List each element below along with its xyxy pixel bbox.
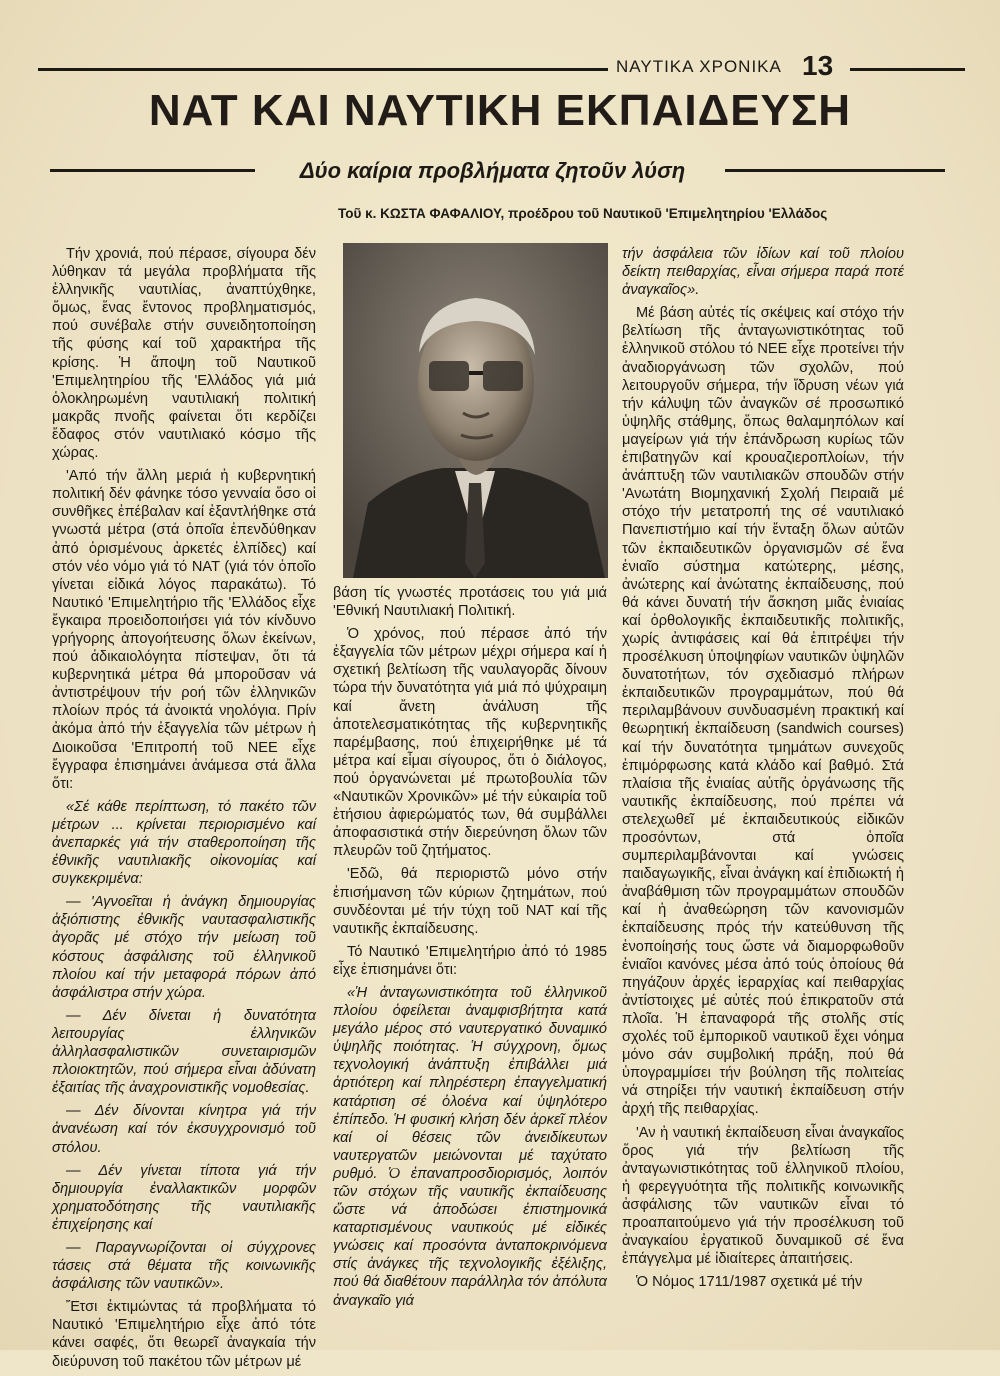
article-subtitle: Δύο καίρια προβλήματα ζητοῦν λύση: [299, 158, 686, 183]
quote-item: — Παραγνωρίζονται οἱ σύγχρονες τάσεις στά θέματα τῆς κοινωνικῆς ἀσφάλισης τῶν ναυτικῶν».: [52, 1239, 316, 1293]
quote-paragraph: τήν ἀσφάλεια τῶν ἰδίων καί τοῦ πλοίου δείκτη πειθαρχίας, εἶναι σήμερα παρά ποτέ ἀναγκαῖος».: [622, 246, 904, 299]
article-title: ΝΑΤ ΚΑΙ ΝΑΥΤΙΚΗ ΕΚΠΑΙΔΕΥΣΗ: [148, 86, 852, 135]
paragraph: Τήν χρονιά, πού πέρασε, σίγουρα δέν λύθηκαν τά μεγάλα προβλήματα τῆς ἑλληνικῆς ναυτιλίας, ἀναπτύχθηκε, ὅμως, ἕνας ἔντονος προβληματισμός, πού συνέβαλε στήν συνειδητοποίηση τῆς φύσης καί τοῦ χαρακτήρα τῆς κρίσης. Ἡ ἄποψη τοῦ Ναυτικοῦ 'Επιμελητηρίου τῆς 'Ελλάδος γιά μιά ὁλοκληρωμένη ναυτιλιακή πολιτική μακρᾶς πνοῆς φαίνεται ὅτι κερδίζει ἔδαφος στόν ναυτιλιακό κόσμο τῆς χώρας.: [52, 246, 316, 462]
paragraph: Ὁ Νόμος 1711/1987 σχετικά μέ τήν: [636, 1274, 863, 1291]
subtitle-row: [50, 158, 950, 188]
author-photo: [343, 243, 608, 578]
paragraph: Ὁ χρόνος, πού πέρασε ἀπό τήν ἐξαγγελία τῶν μέτρων μέχρι σήμερα καί ἡ σχετική βελτίωση τῆς ναυλαγορᾶς δίνουν τώρα τήν δυνατότητα γιά μιά πό ψύχραιμη καί ἄνετη ἀνάλυση τῆς ἀποτελεσματικότητας τῆς κυβερνητικῆς παρέμβασης, πού ἐπιχειρήθηκε μέ τά μέτρα καί εἶμαι σίγουρος, ὅτι ὁ διάλογος, πού ὀργανώνεται μέ πρωτοβουλία τῶν «Ναυτικῶν Χρονικῶν» μέ τήν εὐκαιρία τοῦ ἐτήσιου ἀφιερώματός των, θά συμβάλλει ἀποφασιστικά στήν διερεύνηση ὅλων τῶν πλευρῶν τοῦ ζητήματος.: [333, 626, 607, 860]
header-rule-left: [38, 68, 608, 71]
author-portrait-image: [343, 243, 608, 578]
paragraph: 'Από τήν ἄλλη μεριά ἡ κυβερνητική πολιτική δέν φάνηκε τόσο γενναία ὅσο οἱ συνθῆκες ἐπέβαλαν καί ἐξαντλήθηκε στά γνωστά μέτρα (στά ὁποῖα ἐπενδύθηκαν ἀπό ὁρισμένους ἀρκετές ἐλπίδες) καί στόν νέο νόμο γιά τό ΝΑΤ (γιά τόν ὁποῖο γίνεται εἰδικά λόγος παρακάτω). Τό Ναυτικό 'Επιμελητήριο τῆς 'Ελλάδος εἶχε ἔγκαιρα προειδοποιήσει γιά τόν κίνδυνο γρήγορης ἀπογοήτευσης ὅλων ἐκείνων, πού ἀδικαιολόγητα πίστεψαν, ὅτι τά κυβερνητικά μέτρα θά μποροῦσαν νά ἀντιστρέψουν τήν ροή τῶν ἑλληνικῶν πλοίων πρός τά ἀνοικτά νηολόγια. Πρίν ἀκόμα ἀπό τήν ἐξαγγελία τῶν μέτρων ἡ Διοικοῦσα 'Επιτροπή τοῦ ΝΕΕ εἶχε ἔγγραφα ἐπισημάνει ἀνάμεσα στά ἄλλα ὅτι:: [52, 468, 316, 792]
column-3: [622, 245, 904, 1296]
column-2: [333, 584, 607, 1315]
quote-paragraph: «Ἡ ἀνταγωνιστικότητα τοῦ ἑλληνικοῦ πλοίου ὀφείλεται ἀναμφισβήτητα κατά μεγάλο μέρος στό ναυτεργατικό δυναμικό ὑψηλῆς ποιότητας. Ἡ σύγχρονη, ὅμως τεχνολογική ἀνάπτυξη ἐπιβάλλει μιά ἀρτιότερη καί πληρέστερη ἐπαγγελματική κατάρτιση σέ ὁλοένα καί ὑψηλότερο ἐπίπεδο. Ἡ φυσική κλήση δέν ἀρκεῖ πλέον καί οἱ θέσεις τῶν ἀνειδίκευτων ναυτεργατῶν μειώνονται μέ ταχύτατο ρυθμό. Ὁ ἐπαναπροσδιορισμός, λοιπόν τῶν στόχων τῆς ναυτικῆς ἐκπαίδευσης ὥστε νά ἀποδώσει ἐπιστημονικά καταρτισμένους ναυτικούς μέ εἰδικές γνώσεις καί προσόντα ἀνταποκρινόμενα στίς ἀνάγκες τῆς τεχνολογικῆς ἐξέλιξης, πού θά διαθέτουν παράλληλα τόν ἀπόλυτα ἀναγκαῖο γιά: [333, 984, 607, 1309]
quote-item: — Δέν δίνεται ἡ δυνατότητα λειτουργίας ἑλληνικῶν ἀλληλασφαλιστικῶν συνεταιρισμῶν πλοιοκτητῶν, πού σήμερα εἶναι ἀδύνατη ἐξαιτίας τῆς ἀναχρονιστικῆς νομοθεσίας.: [52, 1007, 316, 1097]
paragraph: Ἔτσι ἐκτιμώντας τά προβλήματα τό Ναυτικό 'Επιμελητήριο εἶχε ἀπό τότε κάνει σαφές, ὅτι θεωρεῖ ἀναγκαία τήν διεύρυνση τοῦ πακέτου τῶν μέτρων μέ: [52, 1299, 316, 1370]
page-number: 13: [802, 50, 834, 81]
quote-item: — 'Αγνοεῖται ἡ ἀνάγκη δημιουργίας ἀξιόπιστης ἐθνικῆς ναυτασφαλιστικῆς ἀγορᾶς μέ στόχο τήν μείωση τοῦ κόστους ἀσφάλισης τοῦ ἑλληνικοῦ πλοίου καί τήν μεταφορά πόρων ἀπό ἀσφάλιστρα στήν χώρα.: [52, 894, 316, 1001]
subtitle-rule-right: [725, 169, 945, 172]
paragraph: Τό Ναυτικό 'Επιμελητήριο ἀπό τό 1985 εἶχε ἐπισημάνει ὅτι:: [333, 943, 607, 978]
quote-item: — Δέν γίνεται τίποτα γιά τήν δημιουργία ἐναλλακτικῶν μορφῶν χρηματοδότησης τῆς ναυτιλιακῆς ἐπιχείρησης καί: [52, 1162, 316, 1233]
column-1: [52, 245, 316, 1376]
quote-paragraph: «Σέ κάθε περίπτωση, τό πακέτο τῶν μέτρων ... κρίνεται περιορισμένο καί ἀνεπαρκές γιά τήν σταθεροποίηση τῆς ἐθνικῆς ναυτιλιακῆς οἰκονομίας καί συγκεκριμένα:: [52, 798, 316, 888]
paragraph: 'Αν ἡ ναυτική ἐκπαίδευση εἶναι ἀναγκαῖος ὅρος γιά τήν βελτίωση τῆς ἀνταγωνιστικότητας τοῦ ἑλληνικοῦ πλοίου, ἡ φερεγγυότητα τῆς πολιτικῆς κοινωνικῆς ἀσφάλισης τῶν ναυτικῶν εἶναι τό προαπαιτούμενο γιά τήν προσέλκυση τοῦ ἀναγκαίου ἐργατικοῦ δυναμικοῦ σέ ἕνα ἐπάγγελμα μέ ἰδιαίτερες ἀπαιτήσεις.: [622, 1124, 904, 1268]
header-rule-right: [850, 68, 965, 71]
subtitle-rule-left: [50, 169, 255, 172]
paragraph: Μέ βάση αὐτές τίς σκέψεις καί στόχο τήν βελτίωση τῆς ἀνταγωνιστικότητας τοῦ ἑλληνικοῦ στόλου τό ΝΕΕ εἶχε προτείνει τήν ἀναδιοργάνωση τῶν σχολῶν, πού λειτουργοῦν σήμερα, τήν ἵδρυση νέων γιά τήν κάλυψη τῶν ἀναγκῶν σέ προσωπικό ὑψηλῆς στάθμης, ὅπως θαλαμηπόλων καί μαγείρων γιά τήν ἐπάνδρωση κυρίως τῶν ἐπιβατηγῶν καί κρουαζιεροπλοίων, τήν ἀνάπτυξη τῶν ναυτιλιακῶν σπουδῶν στήν 'Ανωτάτη Βιομηχανική Σχολή Πειραιᾶ μέ στόχο τήν μετατροπή της σέ ναυτιλιακό Πανεπιστήμιο καί τήν ἔνταξη ὅλων αὐτῶν τῶν ἐκπαιδευτικῶν ὀργανισμῶν σέ ἕνα ἑνιαῖο σύστημα κατώτερης, μέσης, ἀνώτερης καί ἀνώτατης ἐκπαίδευσης, πού θά κάνει δυνατή τήν ἄσκηση μιᾶς ἑνιαίας καί ὀρθολογικῆς ἐκπαιδευτικῆς πολιτικῆς, χωρίς ἀντιφάσεις καί θά ἐπιτρέψει τήν προσέλκυση ὑποψηφίων ναυτικῶν ὑψηλῶν δυνατοτήτων, τόν σχεδιασμό πλήρων ἐκπαιδευτικῶν προγραμμάτων, πού θά περιλαμβάνουν συνδυασμένη πρακτική καί θεωρητική ἐκπαίδευση (sandwich courses) καί τήν δυνατότητα τμημάτων συνεχοῦς ἐπιμόρφωσης κατά κλάδο καί βαθμό. Στά πλαίσια τῆς ἑνιαίας αὐτῆς ὀργάνωσης τῆς ναυτικῆς ἐκπαίδευσης, πού πρέπει νά στελεχωθεῖ μέ ἐκπαιδευτικούς εἰδικῶν προσόντων, στά ὁποῖα συμπεριλαμβάνονται καί γνώσεις παιδαγωγικῆς, εἶναι ἀνάγκη καί ἐπιδιωκτή ἡ ἀναβάθμιση τῶν προγραμμάτων σπουδῶν καί ἡ ἀναθεώρηση τῶν κανονισμῶν ἐκπαίδευσης πρός τήν κατεύθυνση τῆς ἑνοποίησής τους ὥστε νά διαμορφωθοῦν ἑνιαῖοι κανόνες μέσα ἀπό τούς ὁποίους θά πηγάζουν ἀρχές ἱεραρχίας καί πειθαρχίας ἀντίστοιχες μέ αὐτές πού ἐπικρατοῦν στά πλοῖα. Ἡ ἐπαναφορά τῆς στολῆς στίς σχολές τοῦ ἐμπορικοῦ ναυτικοῦ ἔχει νόημα μόνο σάν συμβολική πράξη, πού θά ὑπογραμμίσει τήν βούληση τῆς πολιτείας νά στηρίξει τήν ναυτική ἐκπαίδευση στήν ἀρχή τῆς πειθαρχίας.: [622, 305, 904, 1118]
publication-name: ΝΑΥΤΙΚΑ ΧΡΟΝΙΚΑ: [616, 57, 782, 76]
paragraph: 'Εδῶ, θά περιοριστῶ μόνο στήν ἐπισήμανση τῶν κύριων ζητημάτων, πού συνδέονται μέ τήν τύχη τοῦ ΝΑΤ καί τῆς ναυτικῆς ἐκπαίδευσης.: [333, 866, 607, 937]
author-byline: Τοῦ κ. ΚΩΣΤΑ ΦΑΦΑΛΙΟΥ, προέδρου τοῦ Ναυτικοῦ 'Επιμελητηρίου 'Ελλάδος: [338, 206, 828, 221]
quote-item: — Δέν δίνονται κίνητρα γιά τήν ἀνανέωση καί τόν ἐκσυγχρονισμό τοῦ στόλου.: [52, 1103, 316, 1156]
paragraph: βάση τίς γνωστές προτάσεις του γιά μιά 'Εθνική Ναυτιλιακή Πολιτική.: [333, 585, 607, 620]
